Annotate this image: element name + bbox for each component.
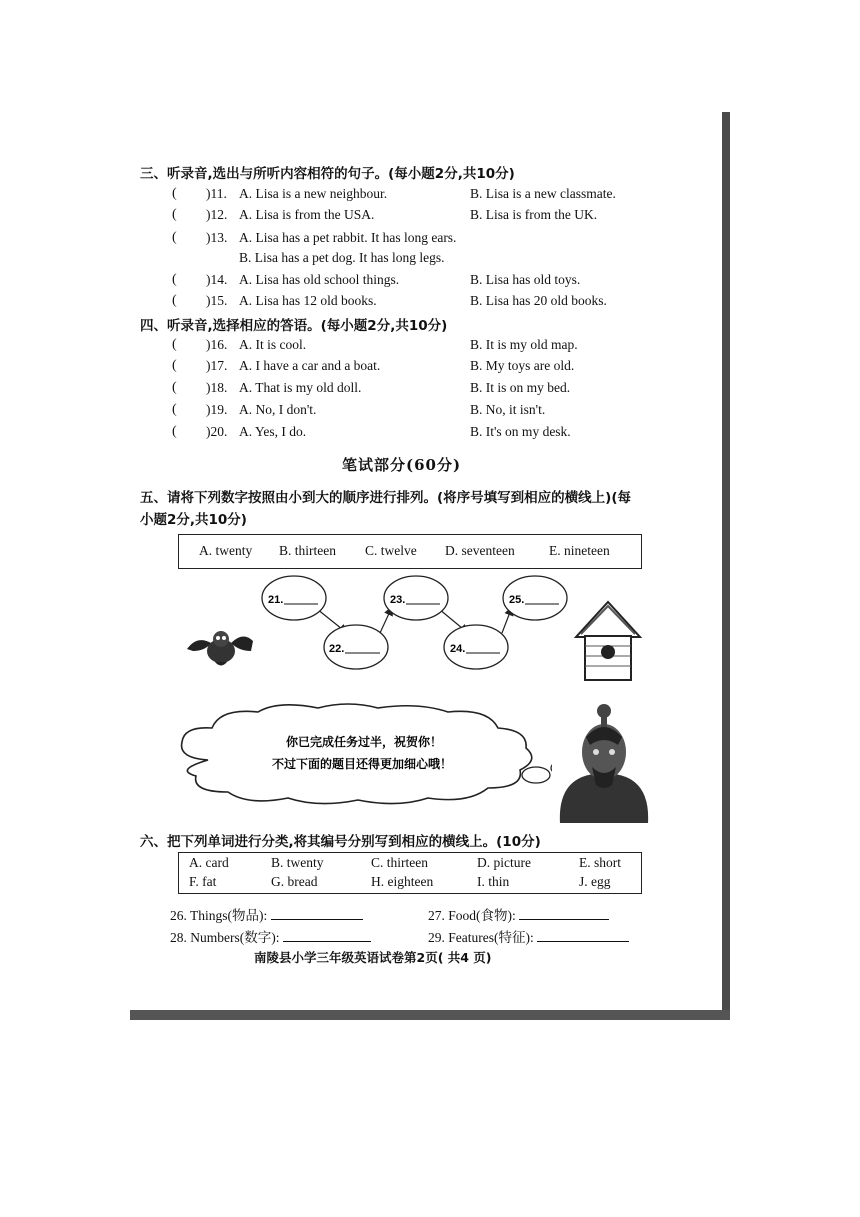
blank-25-label: 25. — [509, 594, 525, 606]
written-section-heading: 笔试部分(60分) — [342, 456, 462, 474]
q12-option-b: B. Lisa is from the UK. — [470, 207, 598, 222]
word-option: G. bread — [271, 874, 318, 889]
answer-line-food — [428, 904, 609, 924]
q14-option-a: A. Lisa has old school things. — [239, 272, 400, 287]
blank-23-label: 23. — [390, 594, 406, 606]
q16-option-b: B. It is my old map. — [470, 337, 578, 352]
word-option: A. card — [189, 855, 229, 870]
blank-24-label: 24. — [450, 643, 466, 655]
blank-22-label: 22. — [329, 643, 345, 655]
answer-label: 27. Food(食物): — [428, 908, 516, 923]
page-shadow-right — [722, 112, 730, 1020]
q18-option-b: B. It is on my bed. — [470, 380, 571, 395]
q20-number: )20. — [206, 424, 228, 439]
answer-blank[interactable] — [271, 919, 363, 920]
number-order-diagram — [132, 567, 722, 687]
q16-number: )16. — [206, 337, 228, 352]
answer-label: 26. Things(物品): — [170, 908, 268, 923]
q18-option-a: A. That is my old doll. — [239, 380, 362, 395]
word-option: E. short — [579, 855, 621, 870]
q15-option-a: A. Lisa has 12 old books. — [239, 293, 377, 308]
number-word-box — [178, 534, 642, 569]
q17-option-b: B. My toys are old. — [470, 358, 575, 373]
answer-paren: ( — [172, 337, 177, 352]
q12-option-a: A. Lisa is from the USA. — [239, 207, 375, 222]
answer-paren: ( — [172, 358, 177, 373]
word-option: C. thirteen — [371, 855, 428, 870]
answer-label: 29. Features(特征): — [428, 930, 534, 945]
q11-option-b: B. Lisa is a new classmate. — [470, 186, 616, 201]
page-shadow-bottom — [130, 1010, 730, 1020]
exam-page — [132, 112, 722, 1010]
word-option: B. thirteen — [279, 543, 336, 558]
blank-21-label: 21. — [268, 594, 284, 606]
word-option: B. twenty — [271, 855, 324, 870]
q19-option-a: A. No, I don't. — [239, 402, 317, 417]
birdhouse-icon — [576, 602, 640, 680]
q16-option-a: A. It is cool. — [239, 337, 307, 352]
word-option: J. egg — [579, 874, 611, 889]
word-option: H. eighteen — [371, 874, 434, 889]
answer-paren: ( — [172, 402, 177, 417]
q19-number: )19. — [206, 402, 228, 417]
q14-number: )14. — [206, 272, 228, 287]
word-option: A. twenty — [199, 543, 253, 558]
section5-title-line1: 五、请将下列数字按照由小到大的顺序进行排列。(将序号填写到相应的横线上)(每 — [140, 490, 632, 506]
answer-blank[interactable] — [519, 919, 609, 920]
word-option: E. nineteen — [549, 543, 610, 558]
answer-paren: ( — [172, 272, 177, 287]
word-option: C. twelve — [365, 543, 417, 558]
answer-paren: ( — [172, 293, 177, 308]
cloud-message-line1: 你已完成任务过半，祝贺你！ — [286, 735, 443, 749]
q15-option-b: B. Lisa has 20 old books. — [470, 293, 607, 308]
word-option: I. thin — [477, 874, 510, 889]
answer-blank[interactable] — [537, 941, 629, 942]
q15-number: )15. — [206, 293, 228, 308]
answer-paren: ( — [172, 380, 177, 395]
q13-option-a: A. Lisa has a pet rabbit. It has long ears. — [239, 230, 457, 245]
encouragement-cloud — [168, 700, 588, 810]
q14-option-b: B. Lisa has old toys. — [470, 272, 581, 287]
word-option: D. picture — [477, 855, 531, 870]
page-footer: 南陵县小学三年级英语试卷第2页( 共4 页) — [254, 950, 492, 965]
q11-number: )11. — [206, 186, 227, 201]
answer-blank[interactable] — [283, 941, 371, 942]
word-option: F. fat — [189, 874, 217, 889]
bird-icon — [187, 631, 253, 666]
character-figure-image — [552, 697, 656, 823]
q19-option-b: B. No, it isn't. — [470, 402, 546, 417]
answer-line-things — [170, 904, 363, 924]
answer-paren: ( — [172, 230, 177, 245]
answer-paren: ( — [172, 424, 177, 439]
section3-title: 三、听录音,选出与所听内容相符的句子。(每小题2分,共10分) — [140, 166, 515, 182]
section4-title: 四、听录音,选择相应的答语。(每小题2分,共10分) — [140, 318, 448, 334]
answer-line-numbers — [170, 926, 371, 946]
q11-option-a: A. Lisa is a new neighbour. — [239, 186, 388, 201]
answer-paren: ( — [172, 186, 177, 201]
category-word-box — [178, 852, 642, 894]
section5-title-line2: 小题2分,共10分) — [140, 512, 247, 528]
q13-option-b: B. Lisa has a pet dog. It has long legs. — [239, 250, 445, 265]
section6-title: 六、把下列单词进行分类,将其编号分别写到相应的横线上。(10分) — [140, 834, 541, 850]
answer-paren: ( — [172, 207, 177, 222]
q18-number: )18. — [206, 380, 228, 395]
q20-option-a: A. Yes, I do. — [239, 424, 307, 439]
cloud-message-line2: 不过下面的题目还得更加细心哦！ — [272, 757, 453, 771]
q17-option-a: A. I have a car and a boat. — [239, 358, 381, 373]
q12-number: )12. — [206, 207, 228, 222]
answer-line-features — [428, 926, 629, 946]
answer-label: 28. Numbers(数字): — [170, 930, 280, 945]
word-option: D. seventeen — [445, 543, 515, 558]
q17-number: )17. — [206, 358, 228, 373]
q13-number: )13. — [206, 230, 228, 245]
q20-option-b: B. It's on my desk. — [470, 424, 571, 439]
